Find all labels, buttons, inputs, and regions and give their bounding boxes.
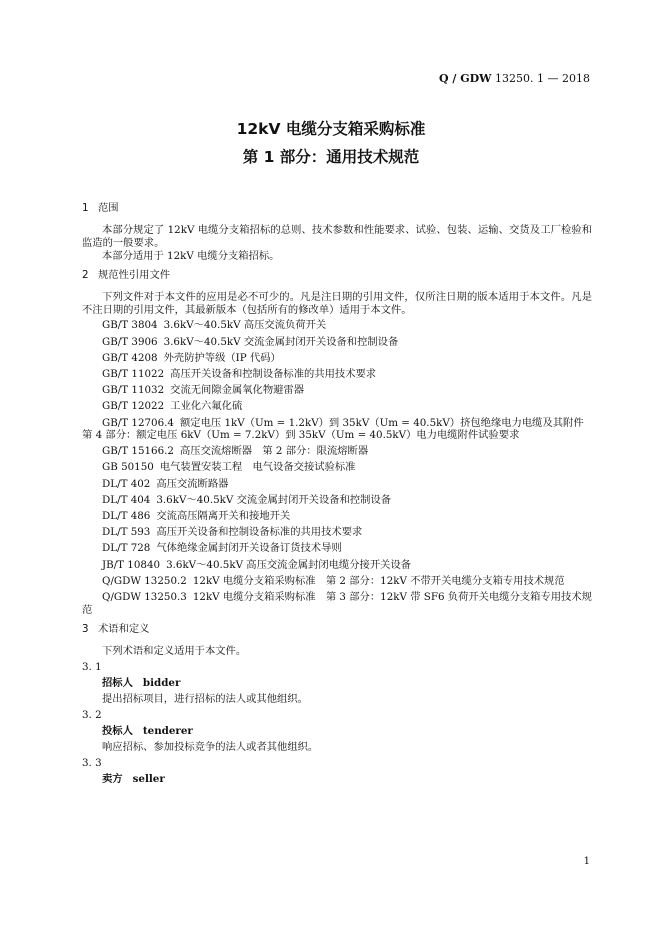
reference-item	[82, 336, 592, 352]
reference-code: GB/T 3804	[102, 319, 158, 332]
reference-item	[82, 461, 592, 477]
term-heading	[82, 677, 592, 693]
reference-item	[82, 352, 592, 368]
section-number: 2	[82, 268, 89, 281]
reference-item	[82, 319, 592, 335]
reference-code: DL/T 486	[102, 510, 151, 523]
term-definition: 提出招标项目，进行招标的法人或其他组织。	[102, 692, 308, 705]
term-definition: 响应招标、参加投标竞争的法人或者其他组织。	[102, 740, 319, 753]
term-heading	[82, 773, 592, 789]
page-number: 1	[583, 856, 590, 867]
reference-title: 3.6kV～40.5kV 交流金属封闭开关设备和控制设备	[156, 493, 392, 506]
reference-item	[82, 591, 592, 617]
section-number: 1	[82, 202, 89, 214]
document-body	[82, 202, 592, 789]
terms-intro: 下列术语和定义适用于本文件。	[102, 644, 247, 657]
reference-title: 3.6kV～40.5kV 高压交流负荷开关	[163, 319, 327, 332]
term-heading	[82, 725, 592, 741]
reference-title: 高压开关设备和控制设备标准的共用技术要求	[156, 526, 363, 539]
reference-title: 交流无间隙金属氧化物避雷器	[170, 384, 305, 397]
term-zh: 投标人	[102, 724, 133, 737]
reference-code: JB/T 10840	[102, 558, 161, 571]
reference-list	[82, 319, 592, 416]
section-title: 术语和定义	[98, 622, 150, 635]
reference-title: 12kV 电缆分支箱采购标准 第 3 部分：12kV 带 SF6 负荷开关电缆分支箱专用技术规范	[82, 590, 592, 616]
reference-title: 外壳防护等级（IP 代码）	[163, 351, 281, 364]
reference-item	[82, 526, 592, 542]
section-number: 3	[82, 622, 89, 635]
reference-item	[82, 445, 592, 461]
reference-code: DL/T 402	[102, 477, 151, 490]
section-2-heading	[82, 269, 592, 291]
reference-item	[82, 384, 592, 400]
reference-code: Q/GDW 13250.3	[102, 590, 187, 603]
reference-list	[82, 445, 592, 591]
term-en: bidder	[142, 676, 181, 689]
terms-list	[82, 661, 592, 789]
references-intro: 下列文件对于本文件的应用是必不可少的。凡是注日期的引用文件，仅所注日期的版本适用于本文件。凡是不注日期的引用文件，其最新版本（包括所有的修改单）适用于本文件。	[82, 290, 592, 316]
term-number: 3. 3	[82, 756, 102, 769]
reference-item	[82, 494, 592, 510]
reference-item	[82, 575, 592, 591]
scope-applicability: 本部分适用于 12kV 电缆分支箱招标。	[102, 249, 280, 262]
reference-title: 交流高压隔离开关和接地开关	[156, 510, 291, 523]
reference-code: DL/T 593	[102, 526, 151, 539]
doc-title-line1: 12kV 电缆分支箱采购标准	[236, 120, 426, 138]
reference-title: 高压开关设备和控制设备标准的共用技术要求	[170, 368, 377, 380]
scope-paragraph: 本部分规定了 12kV 电缆分支箱招标的总则、技术参数和性能要求、试验、包装、运输、交货及工厂检验和监造的一般要求。	[82, 224, 592, 249]
reference-code: DL/T 404	[102, 493, 151, 506]
reference-code: GB/T 11022	[102, 368, 165, 380]
section-3-heading	[82, 623, 592, 645]
reference-item	[82, 510, 592, 526]
term-number: 3. 1	[82, 660, 102, 673]
section-title: 规范性引用文件	[98, 268, 171, 281]
reference-item	[82, 417, 592, 443]
std-number: 13250. 1 — 2018	[495, 72, 590, 85]
term-en: seller	[132, 772, 165, 785]
term-number: 3. 2	[82, 708, 102, 721]
term-zh: 招标人	[102, 676, 133, 689]
reference-title: 工业化六氟化硫	[170, 400, 243, 413]
reference-code: GB/T 3906	[102, 335, 158, 348]
reference-code: Q/GDW 13250.2	[102, 574, 187, 587]
reference-item	[82, 559, 592, 575]
reference-title: 额定电压 1kV（Um = 1.2kV）到 35kV（Um = 40.5kV）挤包绝缘电力电缆及其附件 第 4 部分：额定电压 6kV（Um = 7.2kV）到 35kV（Um = 40.5kV）电力电缆附件试验要求	[82, 416, 594, 442]
section-1-heading	[82, 202, 592, 224]
reference-code: GB/T 12022	[102, 400, 165, 413]
reference-title: 3.6kV～40.5kV 交流金属封闭开关设备和控制设备	[163, 335, 399, 348]
term-zh: 卖方	[102, 772, 123, 785]
std-prefix: Q / GDW	[438, 72, 492, 85]
standard-header	[439, 72, 590, 85]
reference-title: 12kV 电缆分支箱采购标准 第 2 部分：12kV 不带开关电缆分支箱专用技术规范	[192, 574, 565, 587]
reference-code: GB 50150	[102, 461, 154, 474]
reference-item	[82, 400, 592, 416]
reference-title: 气体绝缘金属封闭开关设备订货技术导则	[156, 542, 342, 555]
section-title: 范围	[98, 202, 119, 214]
doc-title-line2: 第 1 部分：通用技术规范	[242, 148, 420, 166]
reference-code: GB/T 11032	[102, 384, 165, 397]
term-en: tenderer	[142, 724, 193, 737]
reference-item	[82, 368, 592, 384]
reference-title: 电气装置安装工程 电气设备交接试验标准	[159, 461, 356, 474]
reference-code: GB/T 4208	[102, 351, 158, 364]
reference-code: DL/T 728	[102, 542, 151, 555]
reference-title: 3.6kV～40.5kV 高压交流金属封闭电缆分接开关设备	[166, 558, 412, 571]
reference-item	[82, 478, 592, 494]
reference-title: 高压交流断路器	[156, 477, 229, 490]
reference-code: GB/T 12706.4	[102, 416, 174, 429]
reference-title: 高压交流熔断器 第 2 部分：限流熔断器	[179, 445, 369, 458]
reference-code: GB/T 15166.2	[102, 445, 174, 458]
reference-item	[82, 542, 592, 558]
